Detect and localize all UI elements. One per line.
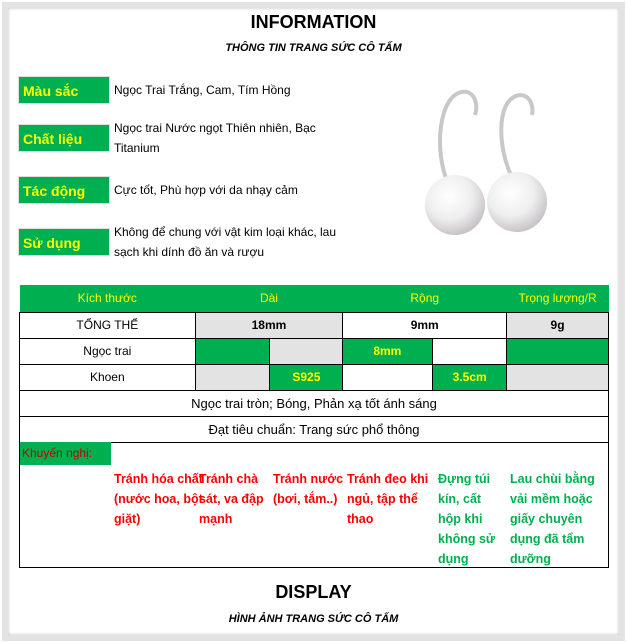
row-label: Ngọc trai <box>20 338 196 364</box>
label-usage: Sử dụng <box>18 228 110 256</box>
value-color: Ngọc Trai Trắng, Cam, Tím Hồng <box>114 83 291 97</box>
display-title: DISPLAY <box>275 582 352 602</box>
recommendation-item: Tránh nước (bơi, tắm..) <box>273 472 344 506</box>
page-title: INFORMATION <box>250 12 377 32</box>
table-header-row <box>20 285 609 312</box>
cell <box>507 338 609 364</box>
row-label: TỔNG THỂ <box>20 312 196 338</box>
cell <box>343 364 433 390</box>
table-row <box>20 364 609 390</box>
value-usage: Không để chung với vật kim loại khác, lau sạch khi dính đồ ăn và rượu <box>114 225 336 259</box>
value-effect: Cực tốt, Phù hợp với da nhạy cảm <box>114 183 298 197</box>
note-shape: Ngọc trai tròn; Bóng, Phản xạ tốt ánh sáng <box>20 390 609 416</box>
label-color: Màu sắc <box>18 76 110 104</box>
recommendation-section <box>19 442 609 568</box>
recommendation-item: Tránh đeo khi ngủ, tập thể thao <box>347 472 429 526</box>
cell <box>270 338 343 364</box>
header-length: Dài <box>195 285 343 312</box>
cell <box>195 364 270 390</box>
cell <box>507 364 609 390</box>
pearl-size: 8mm <box>343 338 433 364</box>
label-material: Chất liệu <box>18 124 110 152</box>
table-row <box>20 312 609 338</box>
cell <box>195 338 270 364</box>
hook-size: 3.5cm <box>433 364 507 390</box>
recommendation-item: Tránh chà sát, va đập mạnh <box>199 472 264 526</box>
hook-material: S925 <box>270 364 343 390</box>
row-label: Khoen <box>20 364 196 390</box>
overall-length: 18mm <box>195 312 343 338</box>
recommendation-item: Tránh hóa chất (nước hoa, bột giặt) <box>114 472 203 526</box>
table-row <box>20 338 609 364</box>
note-standard: Đạt tiêu chuẩn: Trang sức phổ thông <box>20 416 609 442</box>
header-weight: Trọng lượng/R <box>507 285 609 312</box>
page-subtitle: THÔNG TIN TRANG SỨC CÔ TẤM <box>225 42 402 54</box>
overall-width: 9mm <box>343 312 507 338</box>
header-size: Kích thước <box>20 285 196 312</box>
label-effect: Tác động <box>18 176 110 204</box>
recommendation-label: Khuyến nghị: <box>20 442 111 465</box>
header-width: Rộng <box>343 285 507 312</box>
display-subtitle: HÌNH ẢNH TRANG SỨC CÔ TẤM <box>228 613 399 625</box>
overall-weight: 9g <box>507 312 609 338</box>
pearl-earrings-image <box>395 80 565 250</box>
recommendation-item: Lau chùi bằng vải mềm hoặc giấy chuyên dụng đã tẩm dưỡng <box>510 472 595 566</box>
value-material: Ngọc trai Nước ngọt Thiên nhiên, Bạc Titanium <box>114 121 316 155</box>
recommendation-item: Đựng túi kín, cất hộp khi không sử dụng <box>438 472 495 566</box>
size-table <box>19 285 609 443</box>
cell <box>433 338 507 364</box>
